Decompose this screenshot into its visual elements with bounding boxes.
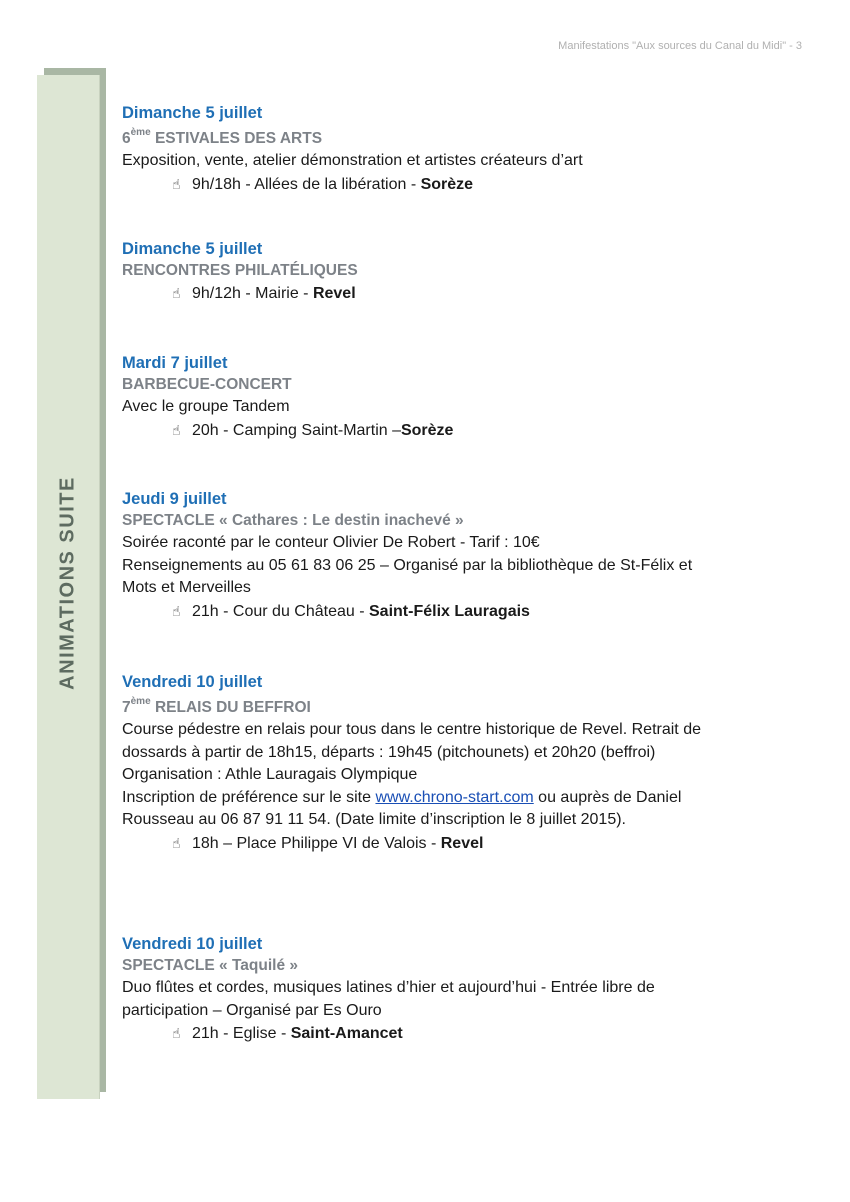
pointing-hand-icon: ☝ xyxy=(172,421,181,438)
event-description: Renseignements au 05 61 83 06 25 – Organisé par la bibliothèque de St-Félix et xyxy=(122,556,693,574)
chrono-start-link[interactable]: www.chrono-start.com xyxy=(375,788,534,806)
event-place: Saint-Amancet xyxy=(290,1025,403,1042)
pointing-hand-icon: ☝ xyxy=(172,285,181,301)
event-date: Dimanche 5 juillet xyxy=(122,104,263,122)
pointing-hand-icon: ☝ xyxy=(172,602,181,619)
event-detail: ☝ 21h - Cour du Château - Saint-Félix Lauragais xyxy=(122,600,792,624)
event-item xyxy=(122,238,792,306)
event-date: Dimanche 5 juillet xyxy=(122,240,263,258)
event-date: Vendredi 10 juillet xyxy=(122,673,263,691)
event-place: Revel xyxy=(312,285,356,302)
event-description: Mots et Merveilles xyxy=(122,579,251,596)
event-description: Rousseau au 06 87 91 11 54. (Date limite d’inscription le 8 juillet 2015). xyxy=(122,811,626,829)
event-date: Vendredi 10 juillet xyxy=(122,935,263,953)
event-place: Revel xyxy=(440,834,484,852)
section-label: ANIMATIONS SUITE xyxy=(56,476,79,690)
event-description: participation – Organisé par Es Ouro xyxy=(122,1001,382,1019)
event-description: Duo flûtes et cordes, musiques latines d’hier et aujourd’hui - Entrée libre de xyxy=(122,979,655,996)
event-detail: ☝ 9h/12h - Mairie - Revel xyxy=(122,282,792,306)
event-description: Exposition, vente, atelier démonstration et artistes créateurs d’art xyxy=(122,152,583,170)
event-title: 6ème ESTIVALES DES ARTS xyxy=(122,127,323,148)
event-item xyxy=(122,352,792,442)
event-title: BARBECUE-CONCERT xyxy=(122,376,292,393)
page-header: Manifestations "Aux sources du Canal du Midi" - 3 xyxy=(558,40,802,52)
event-detail: ☝ 21h - Eglise - Saint-Amancet xyxy=(122,1022,792,1046)
event-description: Avec le groupe Tandem xyxy=(122,398,290,415)
event-description: dossards à partir de 18h15, départs : 19h45 (pitchounets) et 20h20 (beffroi) xyxy=(122,743,656,761)
event-date: Mardi 7 juillet xyxy=(122,354,228,372)
event-item xyxy=(122,488,792,623)
event-description: Organisation : Athle Lauragais Olympique xyxy=(122,766,418,784)
event-item xyxy=(122,933,792,1046)
event-detail: ☝ 18h – Place Philippe VI de Valois - Revel xyxy=(122,832,792,856)
pointing-hand-icon: ☝ xyxy=(172,834,181,851)
event-item xyxy=(122,671,792,855)
event-title: SPECTACLE « Taquilé » xyxy=(122,957,298,974)
event-date: Jeudi 9 juillet xyxy=(122,490,227,508)
event-description: Soirée raconté par le conteur Olivier De Robert - Tarif : 10€ xyxy=(122,534,540,551)
event-place: Sorèze xyxy=(400,421,454,439)
event-detail: ☝ 20h - Camping Saint-Martin –Sorèze xyxy=(122,419,792,443)
pointing-hand-icon: ☝ xyxy=(172,1025,181,1041)
event-place: Saint-Félix Lauragais xyxy=(369,602,530,620)
event-title: 7ème RELAIS DU BEFFROI xyxy=(122,696,311,717)
event-title: SPECTACLE « Cathares : Le destin inachevé » xyxy=(122,512,464,529)
event-description: Course pédestre en relais pour tous dans le centre historique de Revel. Retrait de xyxy=(122,721,701,739)
event-detail: ☝ 9h/18h - Allées de la libération - Sorèze xyxy=(122,173,792,197)
event-description: Inscription de préférence sur le site www.chrono-start.com ou auprès de Daniel xyxy=(122,788,682,806)
event-title: RENCONTRES PHILATÉLIQUES xyxy=(122,262,358,279)
event-item xyxy=(122,102,792,196)
pointing-hand-icon: ☝ xyxy=(172,175,181,192)
event-place: Sorèze xyxy=(420,175,474,193)
